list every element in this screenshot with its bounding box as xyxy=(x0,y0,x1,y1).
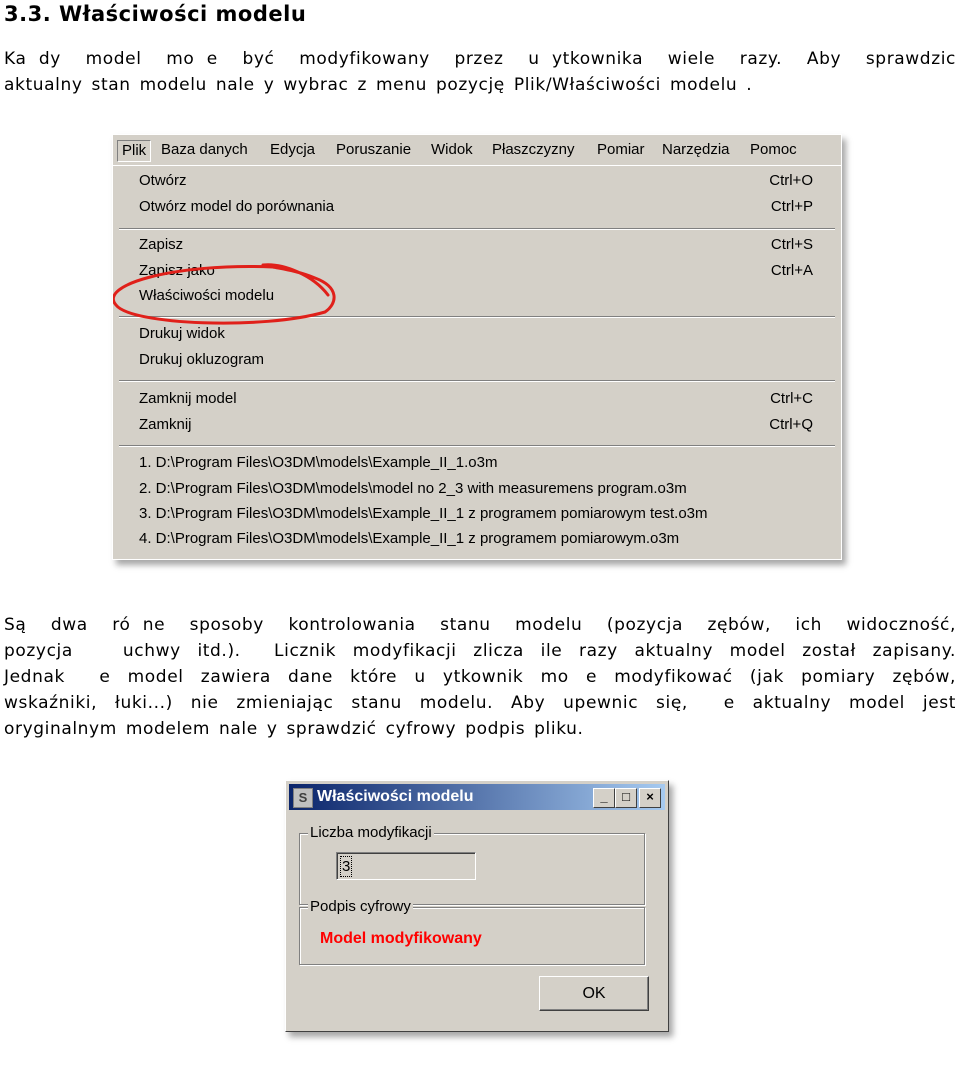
menu-item-label: Zamknij xyxy=(139,416,192,433)
menu-item-label: Otwórz model do porównania xyxy=(139,198,335,215)
menu-item-label: Drukuj widok xyxy=(139,325,225,342)
menu-bar xyxy=(113,135,841,166)
menu-separator xyxy=(119,445,835,447)
menu-item-zapisz-jako[interactable] xyxy=(139,260,813,282)
menu-item-otworz-porownanie[interactable] xyxy=(139,196,813,218)
menu-separator xyxy=(119,228,835,230)
file-menu-screenshot xyxy=(112,134,842,560)
menu-plaszczyzny[interactable]: Płaszczyzny xyxy=(492,141,575,158)
group-label: Podpis cyfrowy xyxy=(310,898,411,915)
modification-count-group xyxy=(299,824,645,905)
model-properties-dialog xyxy=(285,780,669,1032)
app-icon: S xyxy=(293,788,313,808)
paragraph-line: Ka dy model mo e być modyfikowany przez u ytkownika wiele razy. Aby sprawdzic xyxy=(4,49,956,69)
paragraph-line: Są dwa ró ne sposoby kontrolowania stanu modelu (pozycja zębów, ich widoczność, xyxy=(4,615,956,635)
menu-poruszanie[interactable]: Poruszanie xyxy=(336,141,412,158)
description-paragraph xyxy=(4,612,956,742)
menu-item-zapisz[interactable] xyxy=(139,234,813,256)
recent-file-label: 4. D:\Program Files\O3DM\models\Example_II_1 z programem pomiarowym.o3m xyxy=(139,530,680,547)
menu-item-shortcut: Ctrl+O xyxy=(769,172,813,189)
menu-pomiar[interactable]: Pomiar xyxy=(597,141,645,158)
menu-item-drukuj-widok[interactable] xyxy=(139,323,813,345)
recent-file-label: 1. D:\Program Files\O3DM\models\Example_II_1.o3m xyxy=(139,454,498,471)
intro-paragraph xyxy=(4,46,956,98)
dialog-title: Właściwości modelu xyxy=(317,788,474,805)
maximize-button[interactable]: □ xyxy=(615,788,637,808)
group-label: Liczba modyfikacji xyxy=(310,824,432,841)
menu-narzedzia[interactable]: Narzędzia xyxy=(662,141,730,158)
menu-item-zamknij[interactable] xyxy=(139,414,813,436)
modification-count-value: 3 xyxy=(342,858,351,875)
menu-item-label: Zamknij model xyxy=(139,390,237,407)
menu-edycja[interactable]: Edycja xyxy=(270,141,316,158)
menu-separator xyxy=(119,380,835,382)
section-heading: 3.3. Właściwości modelu xyxy=(4,2,307,26)
menu-item-otworz[interactable] xyxy=(139,170,813,192)
dialog-titlebar[interactable] xyxy=(289,784,665,810)
menu-separator xyxy=(119,316,835,318)
recent-file-label: 2. D:\Program Files\O3DM\models\model no 2_3 with measuremens program.o3m xyxy=(139,480,687,497)
menu-item-label: Drukuj okluzogram xyxy=(139,351,265,368)
menu-item-wlasciwosci-modelu[interactable] xyxy=(139,285,813,307)
paragraph-line: aktualny stan modelu nale y wybrac z menu pozycję Plik/Właściwości modelu . xyxy=(4,75,753,95)
menu-item-label: Zapisz xyxy=(139,236,184,253)
minimize-button[interactable]: _ xyxy=(593,788,615,808)
menu-item-shortcut: Ctrl+P xyxy=(770,198,813,215)
menu-item-shortcut: Ctrl+A xyxy=(770,262,813,279)
menu-item-label: Zapisz jako xyxy=(139,262,215,279)
menu-item-shortcut: Ctrl+C xyxy=(770,390,813,407)
menu-item-shortcut: Ctrl+S xyxy=(770,236,813,253)
recent-file-4[interactable] xyxy=(139,528,813,550)
recent-file-3[interactable] xyxy=(139,503,813,525)
digital-signature-group xyxy=(299,898,645,965)
menu-plik[interactable]: Plik xyxy=(117,140,151,162)
menu-baza-danych[interactable]: Baza danych xyxy=(161,141,248,158)
menu-item-label: Właściwości modelu xyxy=(139,287,275,304)
recent-file-1[interactable] xyxy=(139,452,813,474)
recent-file-label: 3. D:\Program Files\O3DM\models\Example_II_1 z programem pomiarowym test.o3m xyxy=(139,505,708,522)
menu-item-label: Otwórz xyxy=(139,172,187,189)
ok-button[interactable]: OK xyxy=(539,976,649,1011)
paragraph-line: pozycja uchwy itd.). Licznik modyfikacji zlicza ile razy aktualny model został zapisany. xyxy=(4,641,956,661)
paragraph-line: oryginalnym modelem nale y sprawdzić cyfrowy podpis pliku. xyxy=(4,719,584,739)
menu-widok[interactable]: Widok xyxy=(431,141,473,158)
paragraph-line: Jednak e model zawiera dane które u ytkownik mo e modyfikować (jak pomiary zębów, xyxy=(4,667,956,687)
signature-status: Model modyfikowany xyxy=(320,930,482,947)
close-button[interactable]: × xyxy=(639,788,661,808)
modification-count-field[interactable] xyxy=(336,852,476,880)
menu-pomoc[interactable]: Pomoc xyxy=(750,141,797,158)
menu-item-zamknij-model[interactable] xyxy=(139,388,813,410)
file-dropdown xyxy=(113,166,841,558)
menu-item-shortcut: Ctrl+Q xyxy=(769,416,813,433)
recent-file-2[interactable] xyxy=(139,478,813,500)
paragraph-line: wskaźniki, łuki...) nie zmieniając stanu modelu. Aby upewnic się, e aktualny model jest xyxy=(4,693,956,713)
menu-item-drukuj-okluzogram[interactable] xyxy=(139,349,813,371)
